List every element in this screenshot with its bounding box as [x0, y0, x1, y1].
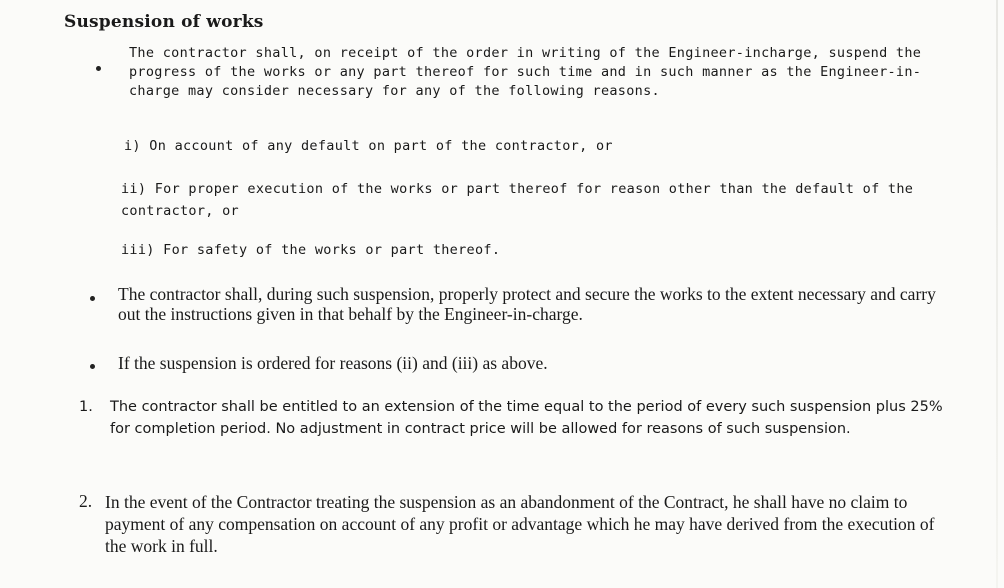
- page-edge: [996, 0, 998, 588]
- bullet-dot: [90, 364, 95, 369]
- list-number-2: 2.: [79, 491, 93, 511]
- numbered-paragraph-2: In the event of the Contractor treating the suspension as an abandonment of the Contract, he shall have no claim to payment of any compensation on account of any profit or advantage which he may have derived from the execution of the work in full.: [105, 492, 935, 556]
- reason-iii: iii) For safety of the works or part thereof.: [121, 242, 501, 258]
- bullet-dot: [90, 296, 95, 301]
- bullet-paragraph-2: The contractor shall, during such suspension, properly protect and secure the works to the extent necessary and carry out the instructions given in that behalf by the Engineer-in-charge.: [118, 284, 936, 324]
- bullet-paragraph-1: The contractor shall, on receipt of the order in writing of the Engineer-incharge, suspend the progress of the works or any part thereof for such time and in such manner as the Engineer-in-charge may consider necessary for any of the following reasons.: [129, 45, 922, 99]
- numbered-paragraph-1: The contractor shall be entitled to an extension of the time equal to the period of every such suspension plus 25% for completion period. No adjustment in contract price will be allowed for reasons of such suspension.: [110, 399, 943, 437]
- list-number-1: 1.: [79, 399, 93, 415]
- reason-i: i) On account of any default on part of the contractor, or: [124, 138, 613, 154]
- section-heading: Suspension of works: [64, 12, 264, 32]
- bullet-dot: [96, 66, 101, 71]
- bullet-paragraph-3: If the suspension is ordered for reasons (ii) and (iii) as above.: [118, 353, 548, 373]
- reason-ii: ii) For proper execution of the works or part thereof for reason other than the default of the contractor, or: [121, 181, 914, 219]
